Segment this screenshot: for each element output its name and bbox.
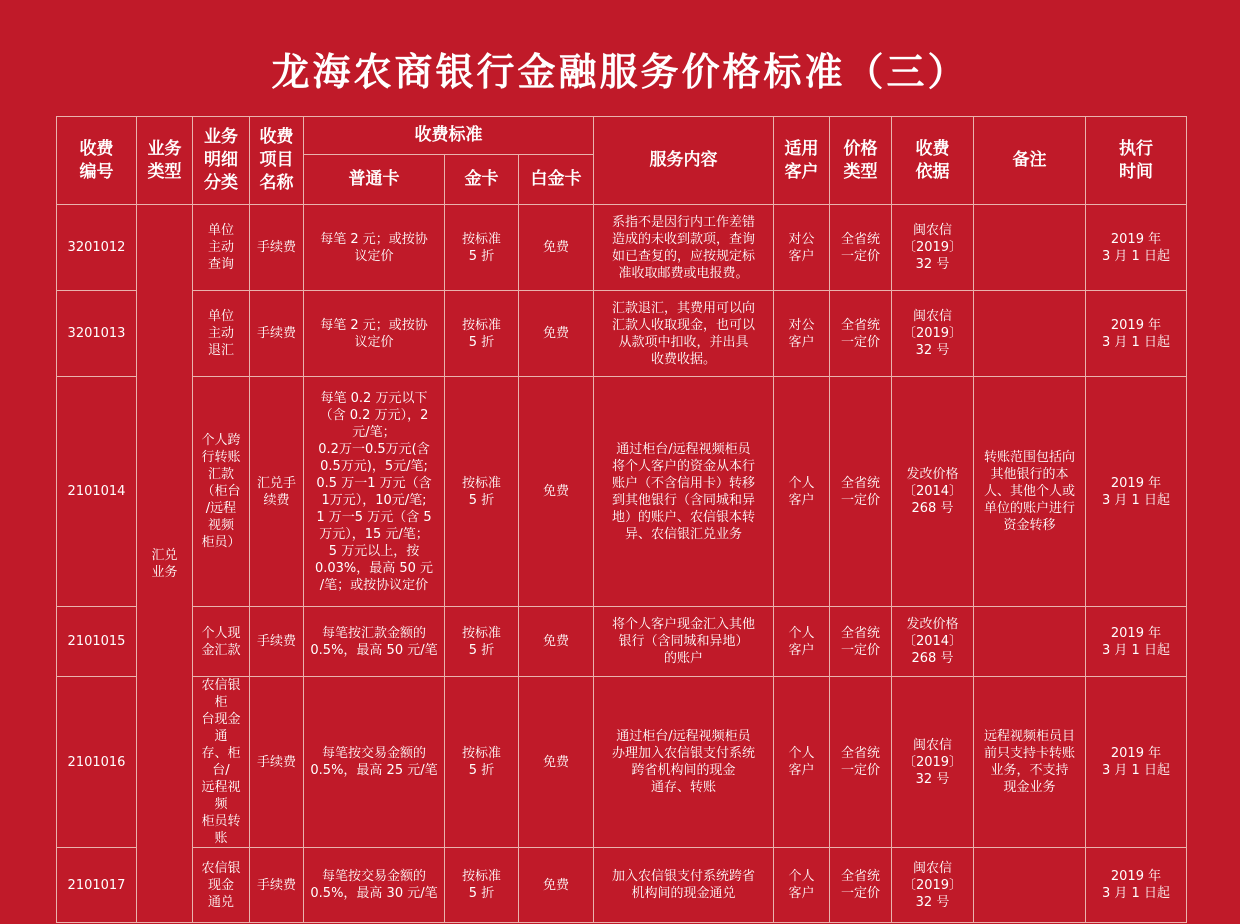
fee-item-cell: 手续费	[250, 677, 304, 848]
gold-card-cell: 按标准 5 折	[445, 377, 519, 607]
header-platinum-card: 白金卡	[519, 155, 594, 205]
fee-basis-cell: 闽农信 〔2019〕 32 号	[892, 677, 974, 848]
business-detail-cell: 单位 主动 查询	[193, 205, 250, 291]
header-remark: 备注	[974, 117, 1086, 205]
customer-cell: 对公 客户	[774, 291, 830, 377]
fee-basis-cell: 闽农信 〔2019〕 32 号	[892, 848, 974, 923]
customer-cell: 个人 客户	[774, 377, 830, 607]
table-row	[57, 677, 1187, 848]
price-type-cell: 全省统 一定价	[830, 677, 892, 848]
fee-code-cell: 3201013	[57, 291, 137, 377]
remark-cell	[974, 205, 1086, 291]
gold-card-cell: 按标准 5 折	[445, 607, 519, 677]
remark-cell	[974, 607, 1086, 677]
header-service-content: 服务内容	[594, 117, 774, 205]
gold-card-cell: 按标准 5 折	[445, 205, 519, 291]
platinum-card-cell: 免费	[519, 677, 594, 848]
fee-item-cell: 手续费	[250, 291, 304, 377]
exec-time-cell: 2019 年 3 月 1 日起	[1086, 377, 1187, 607]
gold-card-cell: 按标准 5 折	[445, 677, 519, 848]
business-detail-cell: 单位 主动 退汇	[193, 291, 250, 377]
normal-card-cell: 每笔按交易金额的 0.5%，最高 30 元/笔	[304, 848, 445, 923]
service-content-cell: 加入农信银支付系统跨省 机构间的现金通兑	[594, 848, 774, 923]
fee-item-cell: 汇兑手 续费	[250, 377, 304, 607]
exec-time-cell: 2019 年 3 月 1 日起	[1086, 848, 1187, 923]
price-type-cell: 全省统 一定价	[830, 205, 892, 291]
header-customer: 适用 客户	[774, 117, 830, 205]
exec-time-cell: 2019 年 3 月 1 日起	[1086, 205, 1187, 291]
normal-card-cell: 每笔 2 元；或按协 议定价	[304, 205, 445, 291]
fee-basis-cell: 闽农信 〔2019〕 32 号	[892, 291, 974, 377]
fee-code-cell: 2101015	[57, 607, 137, 677]
header-fee-code: 收费 编号	[57, 117, 137, 205]
header-exec-time: 执行 时间	[1086, 117, 1187, 205]
fee-code-cell: 2101014	[57, 377, 137, 607]
fee-basis-cell: 发改价格 〔2014〕 268 号	[892, 607, 974, 677]
exec-time-cell: 2019 年 3 月 1 日起	[1086, 677, 1187, 848]
exec-time-cell: 2019 年 3 月 1 日起	[1086, 291, 1187, 377]
business-detail-cell: 个人现 金汇款	[193, 607, 250, 677]
table-row	[57, 377, 1187, 607]
table-row	[57, 607, 1187, 677]
fee-code-cell: 2101016	[57, 677, 137, 848]
customer-cell: 个人 客户	[774, 677, 830, 848]
service-content-cell: 汇款退汇，其费用可以向 汇款人收取现金，也可以 从款项中扣收，并出具 收费收据。	[594, 291, 774, 377]
header-fee-basis: 收费 依据	[892, 117, 974, 205]
normal-card-cell: 每笔按汇款金额的 0.5%，最高 50 元/笔	[304, 607, 445, 677]
price-type-cell: 全省统 一定价	[830, 377, 892, 607]
price-type-cell: 全省统 一定价	[830, 291, 892, 377]
platinum-card-cell: 免费	[519, 848, 594, 923]
header-price-type: 价格 类型	[830, 117, 892, 205]
normal-card-cell: 每笔按交易金额的 0.5%，最高 25 元/笔	[304, 677, 445, 848]
header-normal-card: 普通卡	[304, 155, 445, 205]
header-fee-standard: 收费标准	[304, 117, 594, 155]
business-type-cell: 汇兑 业务	[137, 205, 193, 923]
service-content-cell: 将个人客户现金汇入其他 银行（含同城和异地） 的账户	[594, 607, 774, 677]
remark-cell: 转账范围包括向 其他银行的本 人、其他个人或 单位的账户进行 资金转移	[974, 377, 1086, 607]
service-content-cell: 系指不是因行内工作差错 造成的未收到款项，查询 如已查复的，应按规定标 准收取邮费或电报费。	[594, 205, 774, 291]
business-detail-cell: 农信银 现金 通兑	[193, 848, 250, 923]
fee-code-cell: 3201012	[57, 205, 137, 291]
fee-item-cell: 手续费	[250, 848, 304, 923]
fee-item-cell: 手续费	[250, 205, 304, 291]
remark-cell: 远程视频柜员目 前只支持卡转账 业务，不支持 现金业务	[974, 677, 1086, 848]
normal-card-cell: 每笔 0.2 万元以下 （含 0.2 万元），2 元/笔； 0.2万一0.5万元(含 0.5万元)，5元/笔; 0.5 万一1 万元（含 1万元），10元/笔; 1 万一5 万元（含 5 万元），15 元/笔； 5 万元以上，按 0.03%，最高 50 元 /笔；或按协议定价	[304, 377, 445, 607]
customer-cell: 个人 客户	[774, 848, 830, 923]
business-detail-cell: 农信银柜 台现金通 存、柜台/ 远程视频 柜员转账	[193, 677, 250, 848]
header-fee-item: 收费 项目 名称	[250, 117, 304, 205]
price-type-cell: 全省统 一定价	[830, 607, 892, 677]
platinum-card-cell: 免费	[519, 377, 594, 607]
normal-card-cell: 每笔 2 元；或按协 议定价	[304, 291, 445, 377]
customer-cell: 个人 客户	[774, 607, 830, 677]
header-business-type: 业务 类型	[137, 117, 193, 205]
platinum-card-cell: 免费	[519, 607, 594, 677]
gold-card-cell: 按标准 5 折	[445, 291, 519, 377]
table-row	[57, 848, 1187, 923]
customer-cell: 对公 客户	[774, 205, 830, 291]
exec-time-cell: 2019 年 3 月 1 日起	[1086, 607, 1187, 677]
service-content-cell: 通过柜台/远程视频柜员 将个人客户的资金从本行 账户（不含信用卡）转移 到其他银行（含同城和异 地）的账户、农信银本转 异、农信银汇兑业务	[594, 377, 774, 607]
gold-card-cell: 按标准 5 折	[445, 848, 519, 923]
remark-cell	[974, 848, 1086, 923]
header-business-detail: 业务 明细 分类	[193, 117, 250, 205]
business-detail-cell: 个人跨 行转账 汇款 （柜台 /远程 视频 柜员）	[193, 377, 250, 607]
fee-code-cell: 2101017	[57, 848, 137, 923]
table-row	[57, 205, 1187, 291]
header-row-1	[57, 117, 1187, 155]
fee-basis-cell: 闽农信 〔2019〕 32 号	[892, 205, 974, 291]
table-row	[57, 291, 1187, 377]
platinum-card-cell: 免费	[519, 205, 594, 291]
fee-table	[56, 116, 1187, 923]
price-type-cell: 全省统 一定价	[830, 848, 892, 923]
header-gold-card: 金卡	[445, 155, 519, 205]
remark-cell	[974, 291, 1086, 377]
page-title: 龙海农商银行金融服务价格标准（三）	[271, 49, 969, 94]
fee-item-cell: 手续费	[250, 607, 304, 677]
fee-basis-cell: 发改价格 〔2014〕 268 号	[892, 377, 974, 607]
service-content-cell: 通过柜台/远程视频柜员 办理加入农信银支付系统 跨省机构间的现金 通存、转账	[594, 677, 774, 848]
platinum-card-cell: 免费	[519, 291, 594, 377]
